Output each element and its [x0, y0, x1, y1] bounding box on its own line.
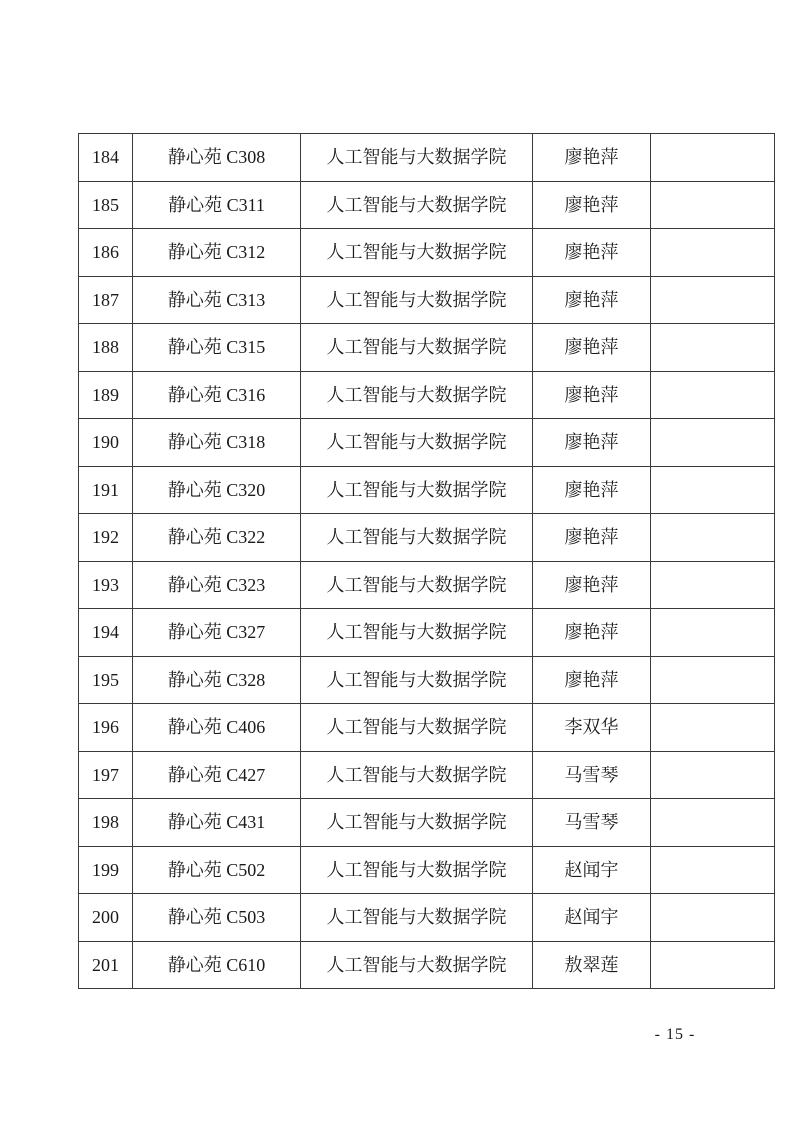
note-cell [651, 704, 775, 752]
row-number-cell: 188 [79, 324, 133, 372]
table-row [79, 371, 775, 419]
note-cell [651, 134, 775, 182]
row-number-cell: 185 [79, 181, 133, 229]
person-cell: 廖艳萍 [533, 229, 651, 277]
college-cell: 人工智能与大数据学院 [301, 751, 533, 799]
person-cell: 敖翠莲 [533, 941, 651, 989]
college-cell: 人工智能与大数据学院 [301, 371, 533, 419]
note-cell [651, 371, 775, 419]
table-row [79, 656, 775, 704]
note-cell [651, 656, 775, 704]
room-cell: 静心苑 C308 [133, 134, 301, 182]
table-row [79, 419, 775, 467]
page-number: - 15 - [654, 1026, 696, 1043]
row-number-cell: 192 [79, 514, 133, 562]
row-number-cell: 201 [79, 941, 133, 989]
room-cell: 静心苑 C327 [133, 609, 301, 657]
person-cell: 廖艳萍 [533, 609, 651, 657]
note-cell [651, 561, 775, 609]
room-cell: 静心苑 C610 [133, 941, 301, 989]
college-cell: 人工智能与大数据学院 [301, 941, 533, 989]
note-cell [651, 276, 775, 324]
table-row [79, 466, 775, 514]
college-cell: 人工智能与大数据学院 [301, 561, 533, 609]
table-row [79, 229, 775, 277]
college-cell: 人工智能与大数据学院 [301, 181, 533, 229]
note-cell [651, 229, 775, 277]
row-number-cell: 189 [79, 371, 133, 419]
person-cell: 廖艳萍 [533, 134, 651, 182]
row-number-cell: 199 [79, 846, 133, 894]
table-row [79, 276, 775, 324]
college-cell: 人工智能与大数据学院 [301, 514, 533, 562]
college-cell: 人工智能与大数据学院 [301, 656, 533, 704]
row-number-cell: 191 [79, 466, 133, 514]
person-cell: 廖艳萍 [533, 324, 651, 372]
room-cell: 静心苑 C322 [133, 514, 301, 562]
room-cell: 静心苑 C318 [133, 419, 301, 467]
person-cell: 马雪琴 [533, 799, 651, 847]
college-cell: 人工智能与大数据学院 [301, 894, 533, 942]
person-cell: 李双华 [533, 704, 651, 752]
college-cell: 人工智能与大数据学院 [301, 276, 533, 324]
table-row [79, 704, 775, 752]
note-cell [651, 466, 775, 514]
table-body [79, 134, 775, 989]
room-cell: 静心苑 C312 [133, 229, 301, 277]
row-number-cell: 197 [79, 751, 133, 799]
table-row [79, 799, 775, 847]
row-number-cell: 190 [79, 419, 133, 467]
room-cell: 静心苑 C502 [133, 846, 301, 894]
note-cell [651, 846, 775, 894]
table-row [79, 561, 775, 609]
note-cell [651, 799, 775, 847]
note-cell [651, 941, 775, 989]
note-cell [651, 181, 775, 229]
room-cell: 静心苑 C503 [133, 894, 301, 942]
room-cell: 静心苑 C316 [133, 371, 301, 419]
person-cell: 廖艳萍 [533, 276, 651, 324]
row-number-cell: 198 [79, 799, 133, 847]
note-cell [651, 751, 775, 799]
table-row [79, 941, 775, 989]
room-cell: 静心苑 C406 [133, 704, 301, 752]
note-cell [651, 324, 775, 372]
row-number-cell: 193 [79, 561, 133, 609]
note-cell [651, 609, 775, 657]
college-cell: 人工智能与大数据学院 [301, 229, 533, 277]
person-cell: 廖艳萍 [533, 466, 651, 514]
table-row [79, 609, 775, 657]
room-cell: 静心苑 C328 [133, 656, 301, 704]
person-cell: 廖艳萍 [533, 419, 651, 467]
dormitory-table [78, 133, 775, 989]
room-cell: 静心苑 C315 [133, 324, 301, 372]
person-cell: 马雪琴 [533, 751, 651, 799]
table-row [79, 846, 775, 894]
person-cell: 廖艳萍 [533, 181, 651, 229]
college-cell: 人工智能与大数据学院 [301, 799, 533, 847]
table-row [79, 894, 775, 942]
table-row [79, 514, 775, 562]
room-cell: 静心苑 C311 [133, 181, 301, 229]
row-number-cell: 200 [79, 894, 133, 942]
room-cell: 静心苑 C320 [133, 466, 301, 514]
college-cell: 人工智能与大数据学院 [301, 324, 533, 372]
table-row [79, 324, 775, 372]
college-cell: 人工智能与大数据学院 [301, 609, 533, 657]
row-number-cell: 195 [79, 656, 133, 704]
person-cell: 赵闻宇 [533, 894, 651, 942]
row-number-cell: 186 [79, 229, 133, 277]
room-cell: 静心苑 C431 [133, 799, 301, 847]
table-row [79, 751, 775, 799]
person-cell: 廖艳萍 [533, 656, 651, 704]
person-cell: 廖艳萍 [533, 514, 651, 562]
room-cell: 静心苑 C323 [133, 561, 301, 609]
table-row [79, 181, 775, 229]
person-cell: 赵闻宇 [533, 846, 651, 894]
person-cell: 廖艳萍 [533, 561, 651, 609]
college-cell: 人工智能与大数据学院 [301, 846, 533, 894]
table-row [79, 134, 775, 182]
college-cell: 人工智能与大数据学院 [301, 134, 533, 182]
person-cell: 廖艳萍 [533, 371, 651, 419]
college-cell: 人工智能与大数据学院 [301, 704, 533, 752]
room-cell: 静心苑 C313 [133, 276, 301, 324]
row-number-cell: 196 [79, 704, 133, 752]
note-cell [651, 894, 775, 942]
room-cell: 静心苑 C427 [133, 751, 301, 799]
college-cell: 人工智能与大数据学院 [301, 466, 533, 514]
college-cell: 人工智能与大数据学院 [301, 419, 533, 467]
row-number-cell: 187 [79, 276, 133, 324]
note-cell [651, 419, 775, 467]
row-number-cell: 184 [79, 134, 133, 182]
row-number-cell: 194 [79, 609, 133, 657]
note-cell [651, 514, 775, 562]
